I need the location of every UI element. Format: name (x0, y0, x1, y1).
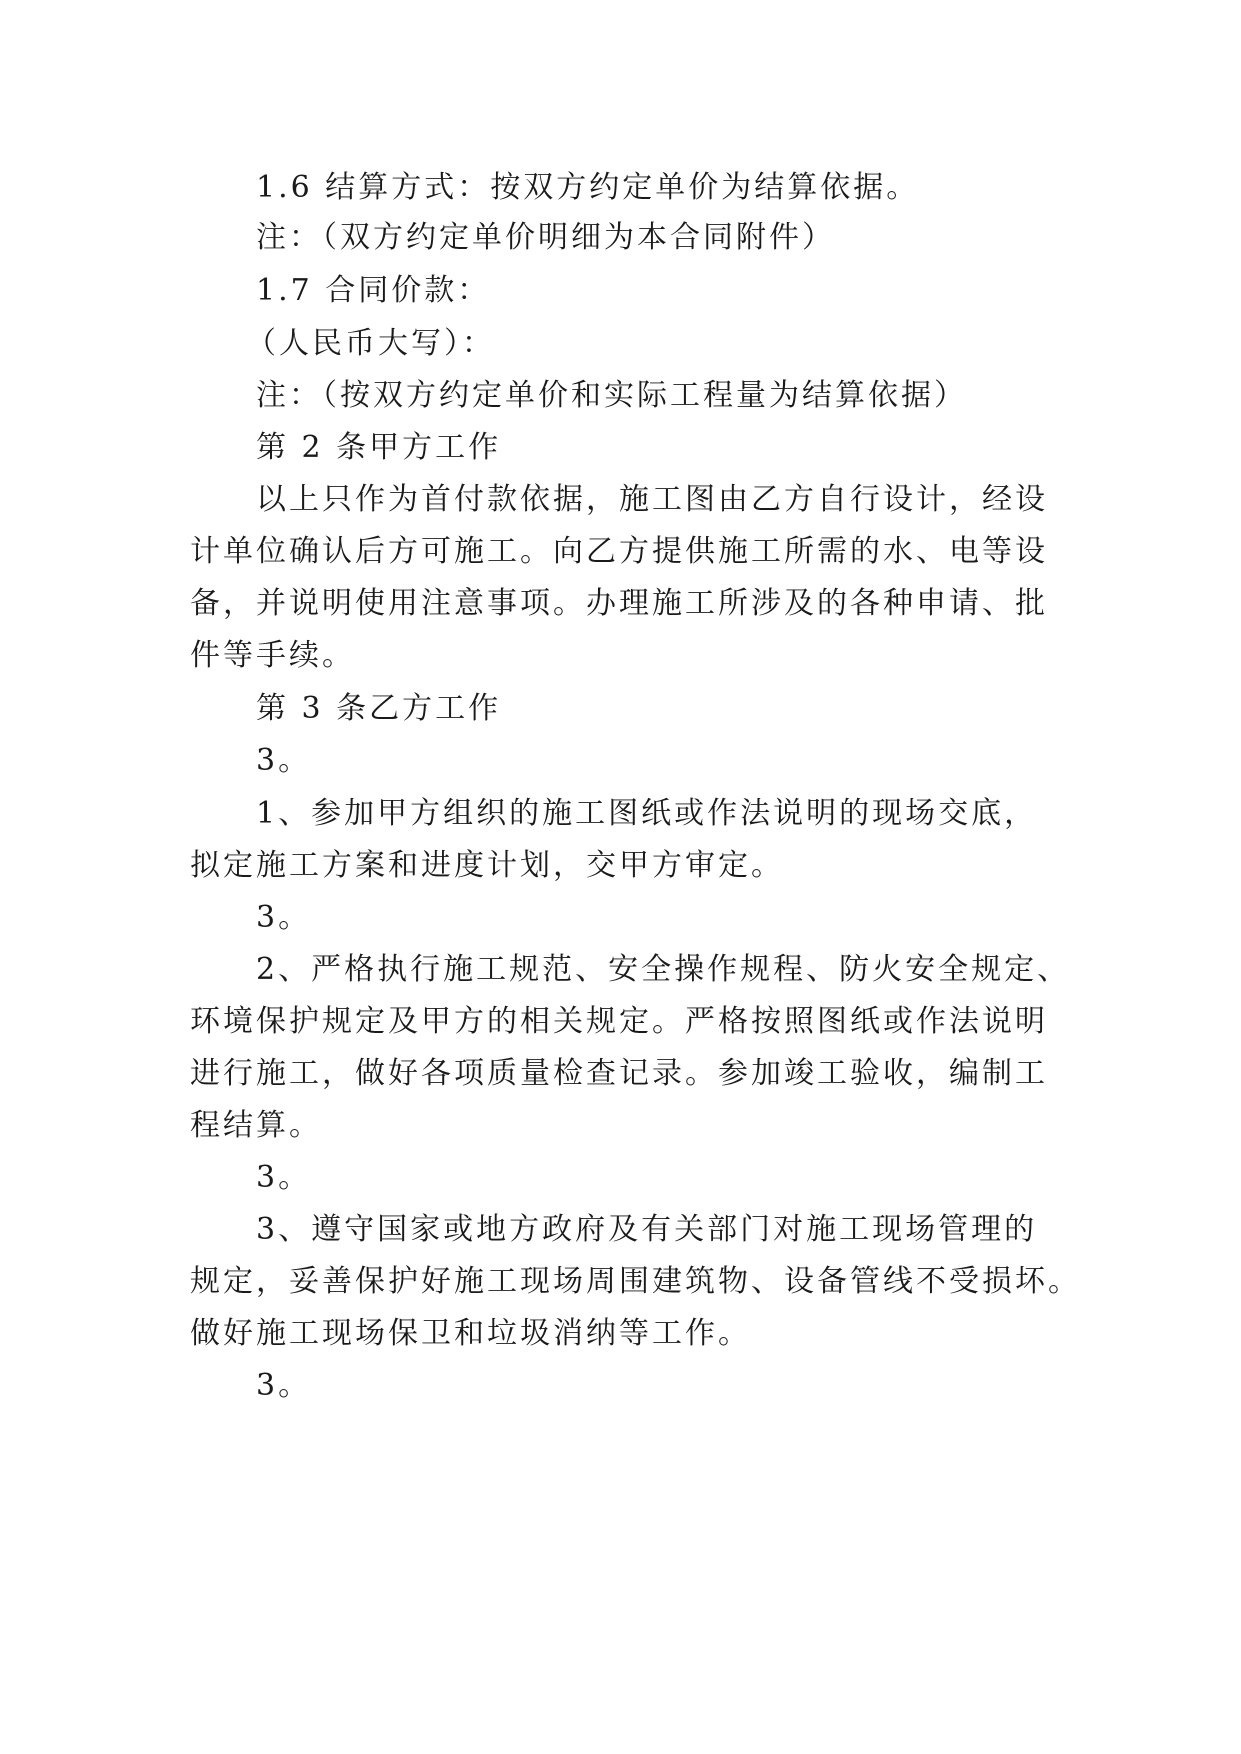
text-line: 程结算。 (190, 1108, 322, 1143)
text-line: 1.6 结算方式：按双方约定单价为结算依据。 (256, 170, 920, 205)
text-line: 进行施工，做好各项质量检查记录。参加竣工验收，编制工 (190, 1056, 1048, 1091)
text-line: 3。 (256, 900, 312, 935)
section-heading: 第 2 条甲方工作 (256, 430, 502, 465)
text-line: 2、严格执行施工规范、安全操作规程、防火安全规定、 (256, 952, 1071, 987)
text-line: （人民币大写）： (246, 326, 495, 361)
text-line: 做好施工现场保卫和垃圾消纳等工作。 (190, 1316, 751, 1351)
text-line: 1.7 合同价款： (256, 273, 491, 308)
text-line: 1、参加甲方组织的施工图纸或作法说明的现场交底， (256, 796, 1038, 831)
text-line: 注：（双方约定单价明细为本合同附件） (256, 220, 835, 255)
text-line: 件等手续。 (190, 638, 355, 673)
text-line: 3。 (256, 1160, 312, 1195)
text-line: 3。 (256, 743, 312, 778)
text-line: 环境保护规定及甲方的相关规定。严格按照图纸或作法说明 (190, 1004, 1048, 1039)
text-line: 拟定施工方案和进度计划，交甲方审定。 (190, 848, 784, 883)
text-line: 3。 (256, 1368, 312, 1403)
text-line: 以上只作为首付款依据，施工图由乙方自行设计，经设 (256, 482, 1048, 517)
text-line: 规定，妥善保护好施工现场周围建筑物、设备管线不受损坏。 (190, 1264, 1081, 1299)
text-line: 计单位确认后方可施工。向乙方提供施工所需的水、电等设 (190, 534, 1048, 569)
text-line: 注：（按双方约定单价和实际工程量为结算依据） (256, 378, 967, 413)
section-heading: 第 3 条乙方工作 (256, 691, 502, 726)
text-line: 3、遵守国家或地方政府及有关部门对施工现场管理的 (256, 1212, 1038, 1247)
text-line: 备，并说明使用注意事项。办理施工所涉及的各种申请、批 (190, 586, 1048, 621)
